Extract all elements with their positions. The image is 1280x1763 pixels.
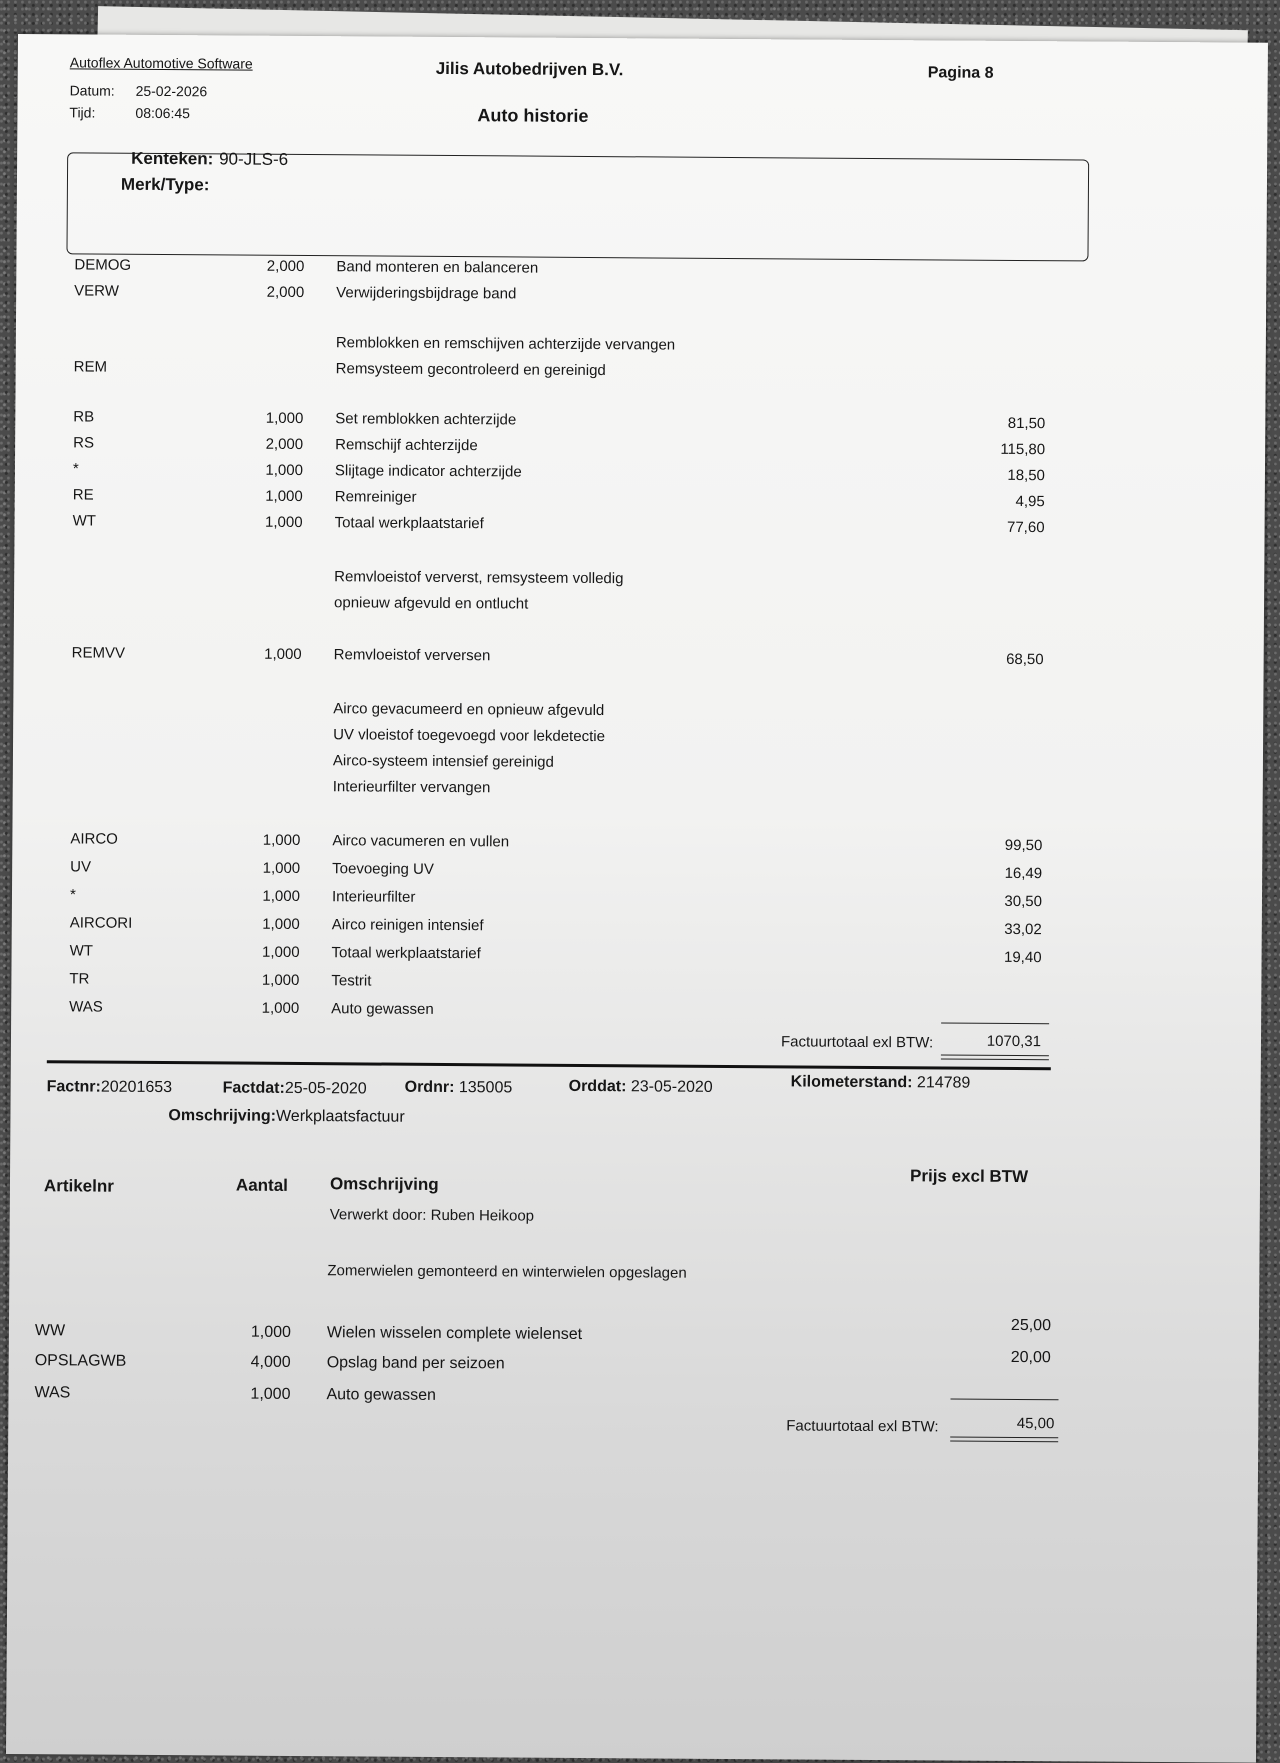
column-header-omschrijving: Omschrijving xyxy=(329,1174,439,1194)
plate-label: Kenteken: xyxy=(131,148,214,169)
invoice-total-value: 1070,31 xyxy=(986,1032,1042,1051)
table-row xyxy=(15,486,1265,517)
ordnr-label: Ordnr: xyxy=(404,1078,455,1097)
table-row xyxy=(15,434,1265,465)
row-desc: Remsysteem gecontroleerd en gereinigd xyxy=(335,360,606,380)
row-code: WT xyxy=(72,512,96,530)
row-desc: Opslag band per seizoen xyxy=(326,1354,505,1373)
row-code: RE xyxy=(72,486,94,504)
row-qty: 1,000 xyxy=(261,971,300,989)
row-desc: Wielen wisselen complete wielenset xyxy=(326,1324,583,1343)
row-desc: Remschijf achterzijde xyxy=(335,436,478,455)
row-price: 25,00 xyxy=(1010,1316,1052,1335)
column-header-prijs: Prijs excl BTW xyxy=(909,1166,1029,1187)
page-title: Auto historie xyxy=(477,105,589,126)
row-desc: Airco reinigen intensief xyxy=(331,916,484,935)
row-code: DEMOG xyxy=(74,256,132,274)
factdat-label: Factdat: xyxy=(222,1079,285,1097)
invoice-total-label: Factuurtotaal exl BTW: xyxy=(786,1417,939,1436)
table-row xyxy=(15,408,1265,439)
time-label: Tijd: xyxy=(69,104,96,121)
table-row xyxy=(11,998,1261,1029)
row-qty: 1,000 xyxy=(250,1385,291,1403)
row-desc: Band monteren en balanceren xyxy=(336,258,539,277)
column-header-artikelnr: Artikelnr xyxy=(43,1176,114,1196)
invoice-separator xyxy=(47,1060,1051,1070)
row-desc: Totaal werkplaatstarief xyxy=(334,514,484,533)
row-qty: 2,000 xyxy=(265,435,304,454)
row-code: WT xyxy=(69,942,93,960)
table-row xyxy=(12,886,1262,917)
total-double-rule xyxy=(950,1441,1058,1443)
row-qty: 1,000 xyxy=(262,915,300,933)
date-label: Datum: xyxy=(69,82,115,99)
brand-label: Merk/Type: xyxy=(120,174,210,195)
note-text: UV vloeistof toegevoegd voor lekdetectie xyxy=(333,726,606,746)
row-qty: 1,000 xyxy=(262,887,301,905)
table-row xyxy=(12,914,1262,945)
row-price: 20,00 xyxy=(1010,1348,1051,1367)
row-qty: 1,000 xyxy=(264,645,302,663)
row-qty: 1,000 xyxy=(250,1323,292,1341)
row-desc: Airco vacumeren en vullen xyxy=(332,832,510,851)
total-double-rule xyxy=(941,1054,1049,1056)
row-price: 18,50 xyxy=(1007,466,1046,485)
table-row xyxy=(16,282,1266,313)
ordnr xyxy=(405,1079,513,1098)
row-code: UV xyxy=(70,858,92,876)
row-price: 33,02 xyxy=(1004,920,1042,939)
row-code: WAS xyxy=(34,1384,71,1402)
row-price: 16,49 xyxy=(1004,864,1043,883)
time-value: 08:06:45 xyxy=(135,104,191,122)
row-code: AIRCORI xyxy=(69,914,133,932)
row-qty: 4,000 xyxy=(250,1353,291,1371)
table-row xyxy=(9,1348,1259,1383)
row-qty: 1,000 xyxy=(264,513,303,531)
note-text: Airco gevacumeerd en opnieuw afgevuld xyxy=(333,700,605,720)
row-price: 68,50 xyxy=(1006,650,1044,669)
table-row xyxy=(12,830,1262,861)
note-text: opnieuw afgevuld en ontlucht xyxy=(333,594,529,613)
note-text: Interieurfilter vervangen xyxy=(332,778,491,797)
row-desc: Totaal werkplaatstarief xyxy=(331,944,481,963)
row-code: RB xyxy=(73,408,95,426)
invoice-total-label: Factuurtotaal exl BTW: xyxy=(780,1033,934,1052)
table-row xyxy=(12,942,1262,973)
row-code: RS xyxy=(73,434,95,452)
row-desc: Set remblokken achterzijde xyxy=(335,410,517,429)
kilometerstand xyxy=(791,1073,971,1092)
page-number: Pagina 8 xyxy=(927,64,994,82)
table-row xyxy=(11,970,1261,1001)
row-desc: Testrit xyxy=(331,972,372,990)
ordnr-value: 135005 xyxy=(458,1079,513,1097)
note-text: Zomerwielen gemonteerd en winterwielen opgeslagen xyxy=(327,1262,687,1282)
row-code: WAS xyxy=(69,998,103,1016)
km-value: 214789 xyxy=(916,1074,971,1092)
row-qty: 2,000 xyxy=(266,257,305,276)
row-price: 30,50 xyxy=(1004,892,1043,911)
row-desc: Remvloeistof verversen xyxy=(333,646,491,665)
row-code: WW xyxy=(34,1322,66,1340)
orddat xyxy=(569,1078,713,1097)
row-desc: Auto gewassen xyxy=(326,1386,436,1404)
row-qty: 1,000 xyxy=(265,487,303,505)
total-double-rule xyxy=(941,1058,1049,1060)
row-desc: Remreiniger xyxy=(334,488,417,506)
row-code: * xyxy=(72,460,79,478)
row-code: VERW xyxy=(74,282,120,300)
row-code: REM xyxy=(73,358,108,376)
row-qty: 1,000 xyxy=(265,461,304,479)
invoice-total-value: 45,00 xyxy=(1016,1415,1055,1433)
factdat xyxy=(223,1079,367,1098)
table-row xyxy=(16,358,1266,389)
row-price: 81,50 xyxy=(1007,414,1046,433)
row-price: 4,95 xyxy=(1015,492,1045,511)
plate-value: 90-JLS-6 xyxy=(219,149,289,169)
km-label: Kilometerstand: xyxy=(790,1073,913,1092)
row-code: TR xyxy=(69,970,90,988)
row-desc: Verwijderingsbijdrage band xyxy=(336,284,517,303)
column-header-aantal: Aantal xyxy=(235,1175,289,1195)
company-name: Jilis Autobedrijven B.V. xyxy=(435,58,624,80)
factdat-value: 25-05-2020 xyxy=(284,1079,367,1098)
table-row xyxy=(15,460,1265,491)
note-text: Remblokken en remschijven achterzijde vervangen xyxy=(335,334,676,354)
factnr-value: 20201653 xyxy=(100,1078,173,1097)
total-double-rule xyxy=(950,1437,1058,1439)
row-qty: 1,000 xyxy=(261,999,300,1017)
factnr-label: Factnr: xyxy=(46,1078,101,1096)
factnr xyxy=(47,1078,173,1097)
document-page xyxy=(6,34,1268,1763)
row-code: * xyxy=(69,886,76,904)
row-code: OPSLAGWB xyxy=(34,1352,127,1370)
processed-by: Verwerkt door: Ruben Heikoop xyxy=(329,1206,535,1225)
row-price: 99,50 xyxy=(1004,836,1043,855)
row-code: AIRCO xyxy=(70,830,118,848)
row-desc: Auto gewassen xyxy=(331,1000,434,1018)
row-price: 19,40 xyxy=(1003,948,1042,967)
table-row xyxy=(9,1316,1259,1353)
omschr-value: Werkplaatsfactuur xyxy=(275,1107,405,1126)
software-name: Autoflex Automotive Software xyxy=(69,54,253,72)
row-qty: 2,000 xyxy=(266,283,305,302)
date-value: 25-02-2026 xyxy=(135,82,208,100)
row-price: 77,60 xyxy=(1006,518,1045,537)
row-desc: Interieurfilter xyxy=(331,888,416,906)
omschr-label: Omschrijving: xyxy=(168,1107,277,1125)
table-row xyxy=(12,858,1262,889)
table-row xyxy=(14,644,1264,675)
row-qty: 1,000 xyxy=(265,409,304,428)
row-qty: 1,000 xyxy=(262,859,301,877)
table-row xyxy=(8,1384,1258,1415)
note-text: Airco-systeem intensief gereinigd xyxy=(332,752,554,771)
orddat-value: 23-05-2020 xyxy=(630,1078,713,1096)
row-desc: Slijtage indicator achterzijde xyxy=(334,462,522,481)
table-row xyxy=(15,512,1265,543)
orddat-label: Orddat: xyxy=(568,1077,627,1096)
row-price: 115,80 xyxy=(1000,440,1046,459)
row-qty: 1,000 xyxy=(262,831,301,849)
row-qty: 1,000 xyxy=(261,943,300,961)
row-code: REMVV xyxy=(71,644,126,662)
row-desc: Toevoeging UV xyxy=(332,860,434,878)
note-text: Remvloeistof ververst, remsysteem volledig xyxy=(334,568,624,588)
omschrijving xyxy=(168,1107,404,1127)
